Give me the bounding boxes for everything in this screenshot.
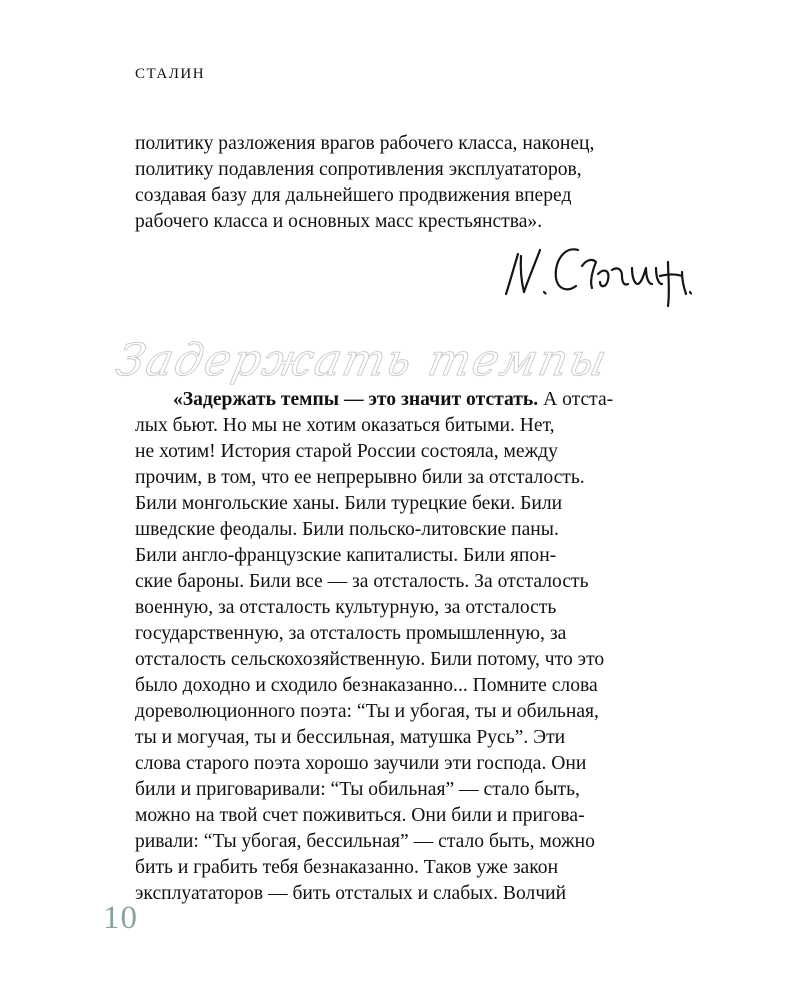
text-line: эксплуататоров — бить отсталых и слабых. Волчий <box>135 883 567 904</box>
text-line: было доходно и сходило безнаказанно... Помните слова <box>135 675 598 696</box>
text-line: Били монгольские ханы. Били турецкие беки. Били <box>135 493 563 514</box>
text-line: рабочего класса и основных масс крестьянства». <box>135 211 543 232</box>
paragraph-continued <box>135 131 710 235</box>
bold-lead-phrase: «Задержать темпы — это значит отстать. <box>173 389 539 410</box>
text-line <box>135 387 710 413</box>
text-line: можно на твой счет поживиться. Они били и пригова- <box>135 805 585 826</box>
text-line: создавая базу для дальнейшего продвижения вперед <box>135 185 572 206</box>
text-line: ты и могучая, ты и бессильная, матушка Русь”. Эти <box>135 727 566 748</box>
page-number: 10 <box>103 900 138 936</box>
text-line: шведские феодалы. Били польско-литовские паны. <box>135 519 559 540</box>
text-line: политику разложения врагов рабочего класса, наконец, <box>135 133 595 154</box>
running-head: СТАЛИН <box>135 66 206 82</box>
text-line: отсталость сельскохозяйственную. Били потому, что это <box>135 649 605 670</box>
text-line: политику подавления сопротивления эксплуататоров, <box>135 159 582 180</box>
text-line: не хотим! История старой России состояла, между <box>135 441 558 462</box>
text-line: государственную, за отсталость промышленную, за <box>135 623 567 644</box>
text-line: ривали: “Ты убогая, бессильная” — стало быть, можно <box>135 831 595 852</box>
text-line: лых бьют. Но мы не хотим оказаться битыми. Нет, <box>135 415 555 436</box>
text-fragment: А отста- <box>538 389 614 410</box>
text-line: военную, за отсталость культурную, за отсталость <box>135 597 557 618</box>
text-line: бить и грабить тебя безнаказанно. Таков уже закон <box>135 857 559 878</box>
quote-paragraph <box>135 387 710 907</box>
text-line: прочим, в том, что ее непрерывно били за отсталость. <box>135 467 585 488</box>
section-heading: Задержать темпы <box>112 335 613 386</box>
text-line: дореволюционного поэта: “Ты и убогая, ты и обильная, <box>135 701 599 722</box>
text-line: Били англо-французские капиталисты. Били япон- <box>135 545 557 566</box>
text-line: слова старого поэта хорошо заучили эти господа. Они <box>135 753 587 774</box>
text-line: били и приговаривали: “Ты обильная” — стало быть, <box>135 779 580 800</box>
text-line: ские бароны. Били все — за отсталость. За отсталость <box>135 571 589 592</box>
stalin-signature <box>500 232 705 312</box>
